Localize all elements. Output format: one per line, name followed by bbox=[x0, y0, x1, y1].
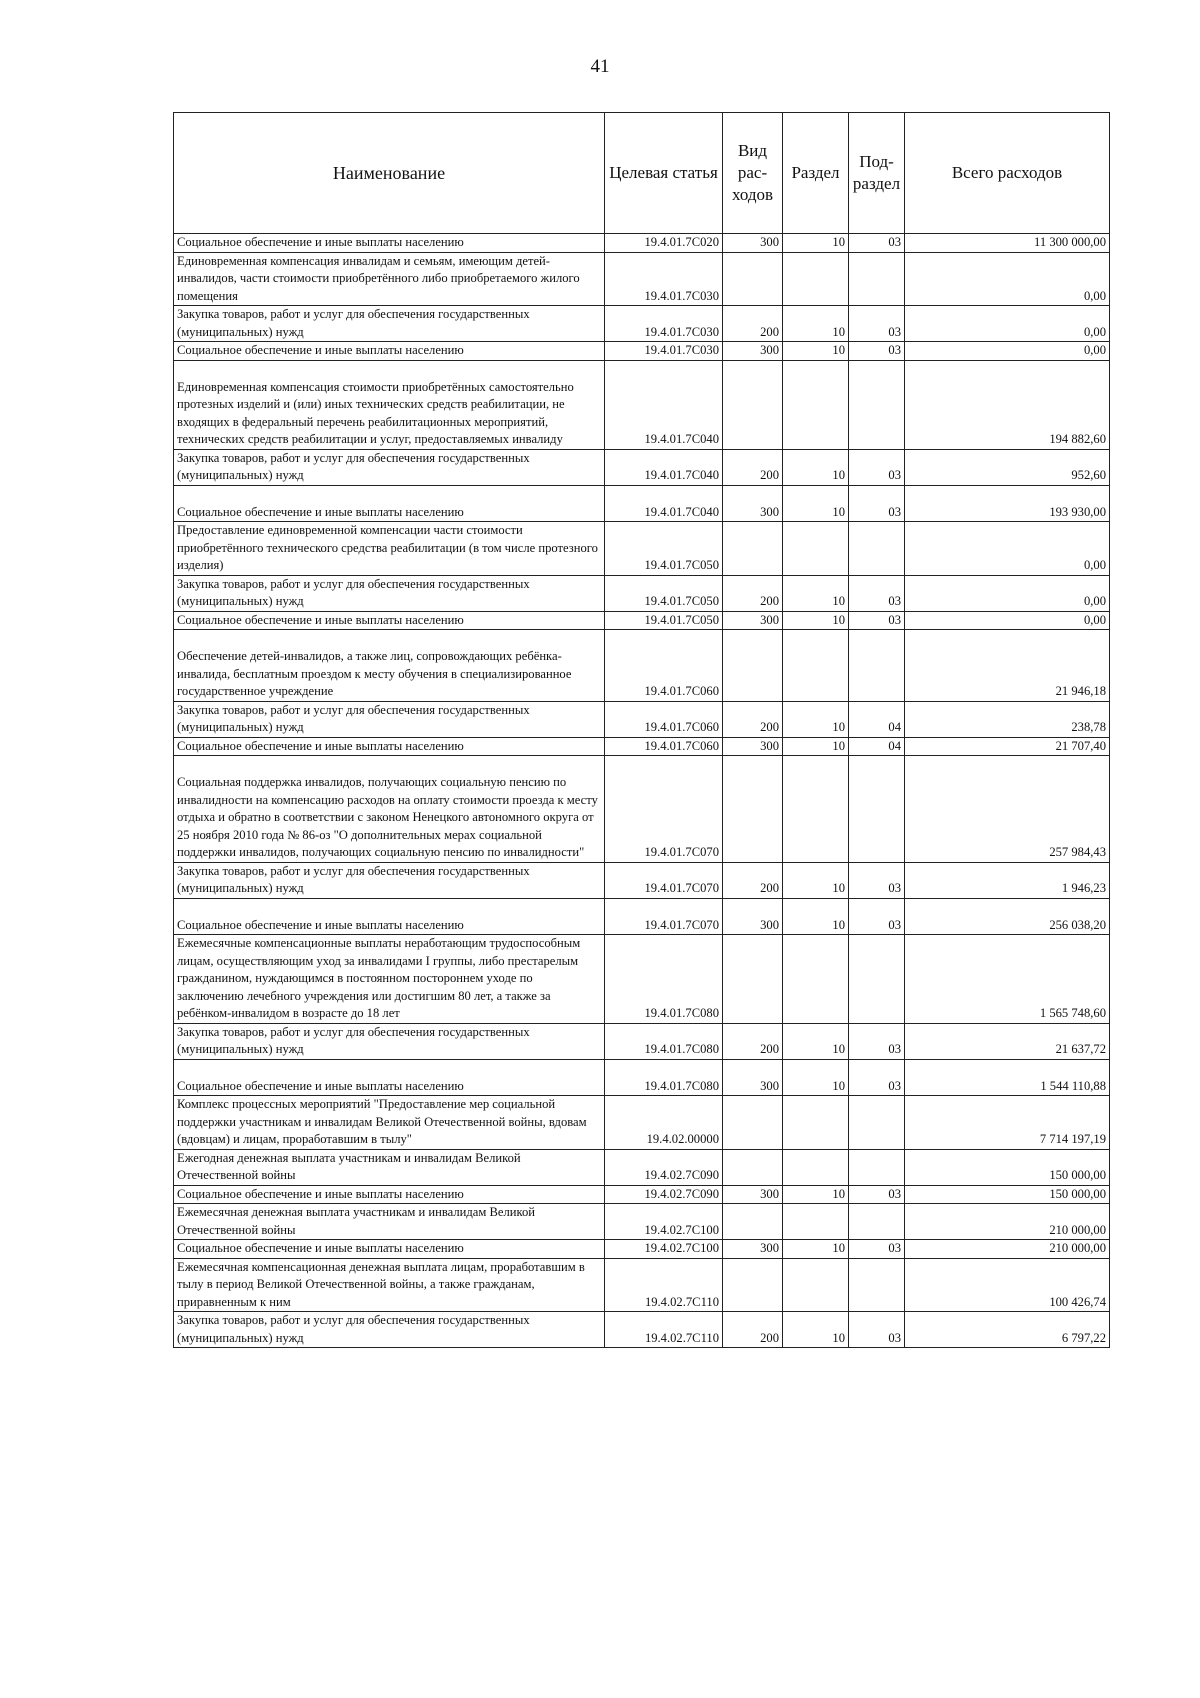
row-subsection: 03 bbox=[849, 485, 905, 522]
row-amount: 256 038,20 bbox=[905, 898, 1110, 935]
row-section: 10 bbox=[783, 737, 849, 756]
row-target-code: 19.4.01.7С070 bbox=[605, 898, 723, 935]
row-expense-type bbox=[723, 252, 783, 306]
row-target-code: 19.4.02.7С090 bbox=[605, 1185, 723, 1204]
row-amount: 0,00 bbox=[905, 252, 1110, 306]
row-expense-type bbox=[723, 1149, 783, 1185]
row-section: 10 bbox=[783, 1312, 849, 1348]
row-expense-type bbox=[723, 630, 783, 702]
row-amount: 11 300 000,00 bbox=[905, 234, 1110, 253]
table-row bbox=[174, 1185, 1110, 1204]
row-target-code: 19.4.01.7С050 bbox=[605, 575, 723, 611]
row-expense-type: 200 bbox=[723, 1312, 783, 1348]
row-amount: 210 000,00 bbox=[905, 1240, 1110, 1259]
row-subsection: 03 bbox=[849, 1059, 905, 1096]
row-subsection bbox=[849, 1204, 905, 1240]
row-section: 10 bbox=[783, 306, 849, 342]
row-section bbox=[783, 630, 849, 702]
row-subsection: 03 bbox=[849, 1312, 905, 1348]
table-row bbox=[174, 252, 1110, 306]
row-subsection: 03 bbox=[849, 449, 905, 485]
row-amount: 150 000,00 bbox=[905, 1149, 1110, 1185]
header-name: Наименование bbox=[174, 113, 605, 234]
row-section: 10 bbox=[783, 575, 849, 611]
row-amount: 0,00 bbox=[905, 522, 1110, 576]
row-amount: 952,60 bbox=[905, 449, 1110, 485]
row-subsection bbox=[849, 522, 905, 576]
row-target-code: 19.4.02.7С100 bbox=[605, 1240, 723, 1259]
row-section: 10 bbox=[783, 449, 849, 485]
table-row bbox=[174, 1149, 1110, 1185]
row-amount: 0,00 bbox=[905, 611, 1110, 630]
row-target-code: 19.4.01.7С050 bbox=[605, 611, 723, 630]
table-row bbox=[174, 1240, 1110, 1259]
row-subsection: 03 bbox=[849, 575, 905, 611]
row-target-code: 19.4.01.7С080 bbox=[605, 935, 723, 1024]
row-expense-type: 200 bbox=[723, 575, 783, 611]
row-section bbox=[783, 360, 849, 449]
row-target-code: 19.4.01.7С030 bbox=[605, 252, 723, 306]
table-row bbox=[174, 306, 1110, 342]
table-row bbox=[174, 862, 1110, 898]
row-target-code: 19.4.01.7С070 bbox=[605, 756, 723, 863]
row-section bbox=[783, 1149, 849, 1185]
row-subsection: 04 bbox=[849, 737, 905, 756]
table-row bbox=[174, 898, 1110, 935]
row-name: Социальное обеспечение и иные выплаты населению bbox=[174, 342, 605, 361]
row-name: Социальная поддержка инвалидов, получающих социальную пенсию по инвалидности на компенсацию расходов на оплату стоимости проезда к месту отдыха и обратно в соответствии с законом Ненецкого автономного округа от 25 ноября 2010 года № 86-оз "О дополнительных мерах социальной поддержки инвалидов, получающих социальную пенсию по инвалидности" bbox=[174, 756, 605, 863]
row-expense-type: 200 bbox=[723, 306, 783, 342]
row-name: Комплекс процессных мероприятий "Предоставление мер социальной поддержки участникам и инвалидам Великой Отечественной войны, вдовам (вдовцам) и лицам, проработавшим в тылу" bbox=[174, 1096, 605, 1150]
row-subsection: 03 bbox=[849, 342, 905, 361]
budget-table bbox=[173, 112, 1110, 1348]
row-section: 10 bbox=[783, 342, 849, 361]
table-row bbox=[174, 1204, 1110, 1240]
table-header-row bbox=[174, 113, 1110, 234]
row-subsection: 03 bbox=[849, 862, 905, 898]
row-target-code: 19.4.01.7С060 bbox=[605, 630, 723, 702]
row-name: Обеспечение детей-инвалидов, а также лиц, сопровождающих ребёнка-инвалида, бесплатным проездом к месту обучения в специализированное государственное учреждение bbox=[174, 630, 605, 702]
row-expense-type: 200 bbox=[723, 862, 783, 898]
row-name: Закупка товаров, работ и услуг для обеспечения государственных (муниципальных) нужд bbox=[174, 1023, 605, 1059]
row-target-code: 19.4.01.7С050 bbox=[605, 522, 723, 576]
row-name: Закупка товаров, работ и услуг для обеспечения государственных (муниципальных) нужд bbox=[174, 701, 605, 737]
row-expense-type: 200 bbox=[723, 701, 783, 737]
row-target-code: 19.4.01.7С040 bbox=[605, 449, 723, 485]
table-row bbox=[174, 1059, 1110, 1096]
header-target: Целевая статья bbox=[605, 113, 723, 234]
row-amount: 1 544 110,88 bbox=[905, 1059, 1110, 1096]
row-target-code: 19.4.01.7С060 bbox=[605, 737, 723, 756]
row-expense-type bbox=[723, 1096, 783, 1150]
row-name: Ежемесячные компенсационные выплаты неработающим трудоспособным лицам, осуществляющим уход за инвалидами I группы, либо престарелым гражданином, нуждающимся в постоянном постороннем уходе по заключению лечебного учреждения или достигшим 80 лет, а также за ребёнком-инвалидом в возрасте до 18 лет bbox=[174, 935, 605, 1024]
row-target-code: 19.4.02.7С100 bbox=[605, 1204, 723, 1240]
row-section bbox=[783, 1258, 849, 1312]
table-row bbox=[174, 360, 1110, 449]
row-name: Социальное обеспечение и иные выплаты населению bbox=[174, 234, 605, 253]
row-expense-type bbox=[723, 935, 783, 1024]
row-amount: 21 946,18 bbox=[905, 630, 1110, 702]
row-target-code: 19.4.01.7С070 bbox=[605, 862, 723, 898]
row-target-code: 19.4.02.7С110 bbox=[605, 1258, 723, 1312]
table-row bbox=[174, 630, 1110, 702]
row-name: Социальное обеспечение и иные выплаты населению bbox=[174, 1059, 605, 1096]
row-expense-type bbox=[723, 1204, 783, 1240]
row-name: Закупка товаров, работ и услуг для обеспечения государственных (муниципальных) нужд bbox=[174, 306, 605, 342]
table-row bbox=[174, 575, 1110, 611]
row-name: Закупка товаров, работ и услуг для обеспечения государственных (муниципальных) нужд bbox=[174, 575, 605, 611]
table-row bbox=[174, 522, 1110, 576]
row-name: Закупка товаров, работ и услуг для обеспечения государственных (муниципальных) нужд bbox=[174, 862, 605, 898]
row-target-code: 19.4.01.7С060 bbox=[605, 701, 723, 737]
row-subsection: 04 bbox=[849, 701, 905, 737]
row-subsection bbox=[849, 252, 905, 306]
row-target-code: 19.4.01.7С030 bbox=[605, 342, 723, 361]
row-name: Социальное обеспечение и иные выплаты населению bbox=[174, 611, 605, 630]
row-expense-type: 300 bbox=[723, 1059, 783, 1096]
row-expense-type: 300 bbox=[723, 611, 783, 630]
row-subsection bbox=[849, 1149, 905, 1185]
table-body bbox=[174, 234, 1110, 1348]
row-section: 10 bbox=[783, 611, 849, 630]
row-subsection: 03 bbox=[849, 234, 905, 253]
row-section bbox=[783, 252, 849, 306]
row-section bbox=[783, 935, 849, 1024]
table-row bbox=[174, 1258, 1110, 1312]
row-name: Закупка товаров, работ и услуг для обеспечения государственных (муниципальных) нужд bbox=[174, 1312, 605, 1348]
row-amount: 193 930,00 bbox=[905, 485, 1110, 522]
row-amount: 1 565 748,60 bbox=[905, 935, 1110, 1024]
row-subsection bbox=[849, 360, 905, 449]
table-row bbox=[174, 485, 1110, 522]
row-subsection bbox=[849, 756, 905, 863]
row-amount: 21 637,72 bbox=[905, 1023, 1110, 1059]
row-section bbox=[783, 1096, 849, 1150]
row-target-code: 19.4.01.7С080 bbox=[605, 1059, 723, 1096]
row-subsection bbox=[849, 1096, 905, 1150]
row-section bbox=[783, 1204, 849, 1240]
row-subsection: 03 bbox=[849, 1240, 905, 1259]
row-amount: 257 984,43 bbox=[905, 756, 1110, 863]
row-amount: 6 797,22 bbox=[905, 1312, 1110, 1348]
row-subsection bbox=[849, 630, 905, 702]
table-row bbox=[174, 701, 1110, 737]
row-target-code: 19.4.01.7С040 bbox=[605, 360, 723, 449]
row-amount: 21 707,40 bbox=[905, 737, 1110, 756]
row-subsection: 03 bbox=[849, 611, 905, 630]
row-amount: 100 426,74 bbox=[905, 1258, 1110, 1312]
row-amount: 0,00 bbox=[905, 342, 1110, 361]
row-expense-type: 200 bbox=[723, 1023, 783, 1059]
row-expense-type bbox=[723, 522, 783, 576]
row-name: Социальное обеспечение и иные выплаты населению bbox=[174, 898, 605, 935]
header-total: Всего расходов bbox=[905, 113, 1110, 234]
row-expense-type: 300 bbox=[723, 234, 783, 253]
row-name: Ежемесячная компенсационная денежная выплата лицам, проработавшим в тылу в период Великой Отечественной войны, а также гражданам, приравненным к ним bbox=[174, 1258, 605, 1312]
header-type: Вид рас-ходов bbox=[723, 113, 783, 234]
row-subsection: 03 bbox=[849, 898, 905, 935]
row-expense-type: 300 bbox=[723, 1240, 783, 1259]
table-row bbox=[174, 1096, 1110, 1150]
row-subsection: 03 bbox=[849, 306, 905, 342]
row-amount: 7 714 197,19 bbox=[905, 1096, 1110, 1150]
row-target-code: 19.4.02.7С090 bbox=[605, 1149, 723, 1185]
row-name: Социальное обеспечение и иные выплаты населению bbox=[174, 485, 605, 522]
row-name: Ежемесячная денежная выплата участникам и инвалидам Великой Отечественной войны bbox=[174, 1204, 605, 1240]
row-name: Социальное обеспечение и иные выплаты населению bbox=[174, 737, 605, 756]
row-section: 10 bbox=[783, 1059, 849, 1096]
row-name: Социальное обеспечение и иные выплаты населению bbox=[174, 1240, 605, 1259]
row-expense-type bbox=[723, 360, 783, 449]
row-name: Предоставление единовременной компенсации части стоимости приобретённого технического средства реабилитации (в том числе протезного изделия) bbox=[174, 522, 605, 576]
row-target-code: 19.4.01.7С020 bbox=[605, 234, 723, 253]
row-section: 10 bbox=[783, 898, 849, 935]
table-row bbox=[174, 1312, 1110, 1348]
row-subsection: 03 bbox=[849, 1185, 905, 1204]
row-expense-type: 300 bbox=[723, 1185, 783, 1204]
row-section: 10 bbox=[783, 1023, 849, 1059]
table-row bbox=[174, 1023, 1110, 1059]
row-subsection: 03 bbox=[849, 1023, 905, 1059]
table-row bbox=[174, 935, 1110, 1024]
row-amount: 0,00 bbox=[905, 306, 1110, 342]
row-expense-type: 200 bbox=[723, 449, 783, 485]
row-amount: 210 000,00 bbox=[905, 1204, 1110, 1240]
row-expense-type: 300 bbox=[723, 485, 783, 522]
row-target-code: 19.4.02.7С110 bbox=[605, 1312, 723, 1348]
page-number: 41 bbox=[590, 56, 610, 77]
row-subsection bbox=[849, 935, 905, 1024]
row-target-code: 19.4.01.7С040 bbox=[605, 485, 723, 522]
row-name: Социальное обеспечение и иные выплаты населению bbox=[174, 1185, 605, 1204]
row-section: 10 bbox=[783, 1185, 849, 1204]
row-name: Закупка товаров, работ и услуг для обеспечения государственных (муниципальных) нужд bbox=[174, 449, 605, 485]
row-name: Ежегодная денежная выплата участникам и инвалидам Великой Отечественной войны bbox=[174, 1149, 605, 1185]
row-expense-type: 300 bbox=[723, 737, 783, 756]
row-target-code: 19.4.01.7С030 bbox=[605, 306, 723, 342]
row-name: Единовременная компенсация стоимости приобретённых самостоятельно протезных изделий и (или) иных технических средств реабилитации, не входящих в федеральный перечень реабилитационных мероприятий, технических средств реабилитации и услуг, предоставляемых инвалиду bbox=[174, 360, 605, 449]
table-row bbox=[174, 737, 1110, 756]
row-section bbox=[783, 522, 849, 576]
row-target-code: 19.4.01.7С080 bbox=[605, 1023, 723, 1059]
row-section: 10 bbox=[783, 234, 849, 253]
row-expense-type bbox=[723, 1258, 783, 1312]
row-section: 10 bbox=[783, 862, 849, 898]
header-section: Раздел bbox=[783, 113, 849, 234]
row-expense-type bbox=[723, 756, 783, 863]
row-amount: 0,00 bbox=[905, 575, 1110, 611]
row-section bbox=[783, 756, 849, 863]
row-section: 10 bbox=[783, 701, 849, 737]
table-row bbox=[174, 449, 1110, 485]
table-row bbox=[174, 756, 1110, 863]
row-section: 10 bbox=[783, 1240, 849, 1259]
row-amount: 238,78 bbox=[905, 701, 1110, 737]
row-target-code: 19.4.02.00000 bbox=[605, 1096, 723, 1150]
row-subsection bbox=[849, 1258, 905, 1312]
row-amount: 150 000,00 bbox=[905, 1185, 1110, 1204]
row-name: Единовременная компенсация инвалидам и семьям, имеющим детей-инвалидов, части стоимости приобретённого либо приобретаемого жилого помещения bbox=[174, 252, 605, 306]
row-section: 10 bbox=[783, 485, 849, 522]
header-subsection: Под-раздел bbox=[849, 113, 905, 234]
row-expense-type: 300 bbox=[723, 898, 783, 935]
table-row bbox=[174, 234, 1110, 253]
row-expense-type: 300 bbox=[723, 342, 783, 361]
table-row bbox=[174, 342, 1110, 361]
table-row bbox=[174, 611, 1110, 630]
row-amount: 194 882,60 bbox=[905, 360, 1110, 449]
row-amount: 1 946,23 bbox=[905, 862, 1110, 898]
